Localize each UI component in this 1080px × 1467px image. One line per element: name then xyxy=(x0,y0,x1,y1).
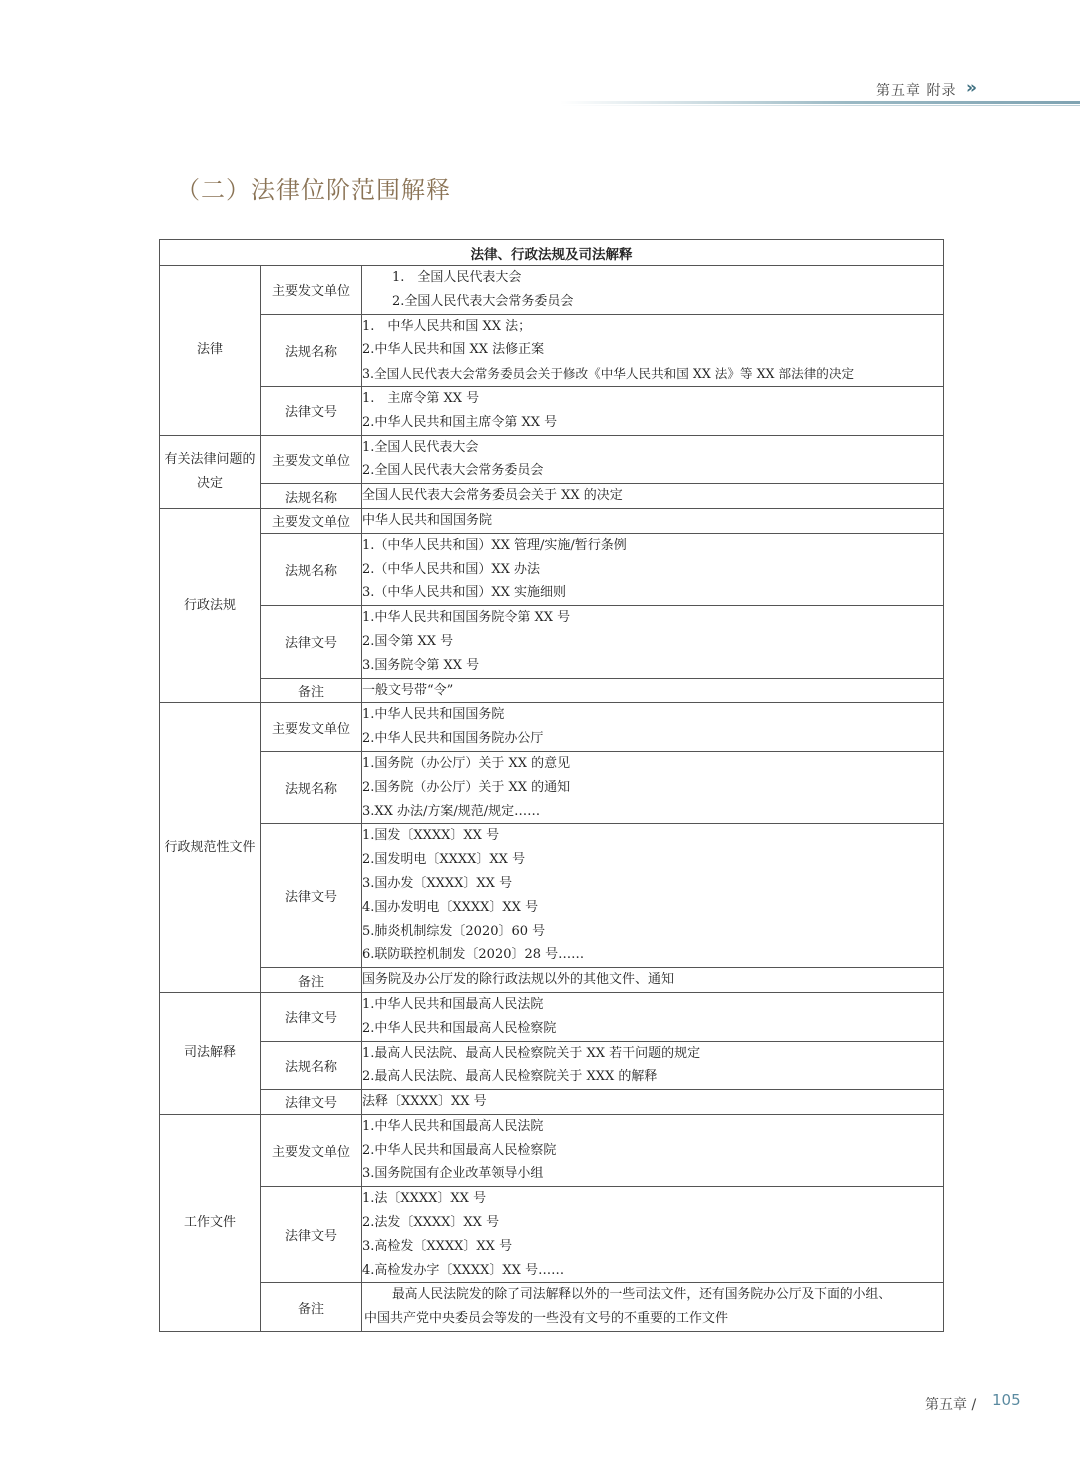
row-value xyxy=(362,1090,944,1115)
table-row xyxy=(160,606,944,678)
table-row xyxy=(160,1114,944,1186)
value-line: 1.中华人民共和国国务院令第 XX 号 xyxy=(362,610,571,626)
table-row xyxy=(160,703,944,752)
row-value xyxy=(362,992,944,1041)
row-label: 主要发文单位 xyxy=(261,508,362,533)
row-value xyxy=(362,824,944,968)
table-row xyxy=(160,266,944,315)
row-label: 法规名称 xyxy=(261,533,362,605)
value-line: 全国人民代表大会常务委员会关于 XX 的决定 xyxy=(362,488,623,504)
value-line: 4.国办发明电〔XXXX〕XX 号 xyxy=(362,899,539,915)
row-value xyxy=(362,386,944,435)
table-row xyxy=(160,968,944,993)
table-row xyxy=(160,435,944,484)
value-line: 1. 主席令第 XX 号 xyxy=(362,390,480,406)
row-label: 主要发文单位 xyxy=(261,435,362,484)
value-line: 1. 中华人民共和国 XX 法； xyxy=(362,318,532,334)
value-line: 1.中华人民共和国最高人民法院 xyxy=(362,1118,544,1134)
row-value xyxy=(362,751,944,823)
row-value xyxy=(362,606,944,678)
table-row xyxy=(160,484,944,509)
law-hierarchy-table xyxy=(159,239,944,1332)
category-work-document: 工作文件 xyxy=(160,1114,261,1331)
row-label: 法律文号 xyxy=(261,992,362,1041)
value-line: 2.（中华人民共和国）XX 办法 xyxy=(362,561,541,577)
value-line: 2.中华人民共和国国务院办公厅 xyxy=(362,731,544,747)
row-value xyxy=(362,435,944,484)
category-judicial: 司法解释 xyxy=(160,992,261,1114)
value-line: 2.国令第 XX 号 xyxy=(362,633,454,649)
row-value xyxy=(362,1041,944,1090)
footer-chapter-label: 第五章 / xyxy=(925,1397,977,1413)
value-line: 2.全国人民代表大会常务委员会 xyxy=(392,293,574,309)
row-label: 法律文号 xyxy=(261,386,362,435)
value-line: 2.最高人民法院、最高人民检察院关于 XXX 的解释 xyxy=(362,1069,658,1085)
table-row xyxy=(160,678,944,703)
header-divider-thin xyxy=(560,105,1080,106)
value-line: 3.国办发〔XXXX〕XX 号 xyxy=(362,875,513,891)
header-divider xyxy=(560,101,1080,104)
row-value xyxy=(362,703,944,752)
page-number: 105 xyxy=(992,1391,1021,1409)
value-line: 1.中华人民共和国最高人民法院 xyxy=(362,996,544,1012)
row-value xyxy=(362,968,944,993)
value-line: 2.全国人民代表大会常务委员会 xyxy=(362,463,544,479)
value-line: 1.全国人民代表大会 xyxy=(362,439,479,455)
value-line: 法释〔XXXX〕XX 号 xyxy=(362,1094,487,1110)
section-title: （二）法律位阶范围解释 xyxy=(176,176,451,204)
table-row xyxy=(160,1090,944,1115)
row-value xyxy=(362,1187,944,1283)
row-label: 法规名称 xyxy=(261,484,362,509)
value-line: 1.法〔XXXX〕XX 号 xyxy=(362,1191,487,1207)
row-value xyxy=(362,1114,944,1186)
table-row xyxy=(160,386,944,435)
row-label: 法规名称 xyxy=(261,751,362,823)
category-admin-normative: 行政规范性文件 xyxy=(160,703,261,993)
value-line: 4.高检发办字〔XXXX〕XX 号…… xyxy=(362,1262,565,1278)
row-label: 主要发文单位 xyxy=(261,266,362,315)
value-line: 1.中华人民共和国国务院 xyxy=(362,707,505,723)
row-label: 法律文号 xyxy=(261,1090,362,1115)
value-line: 2.中华人民共和国最高人民检察院 xyxy=(362,1142,557,1158)
table-row xyxy=(160,1187,944,1283)
table-row xyxy=(160,824,944,968)
row-value xyxy=(362,1283,944,1332)
row-value xyxy=(362,508,944,533)
table-header-row xyxy=(160,240,944,266)
row-label: 法规名称 xyxy=(261,314,362,386)
value-line: 2.中华人民共和国主席令第 XX 号 xyxy=(362,414,558,430)
row-label: 法律文号 xyxy=(261,1187,362,1283)
row-label: 备注 xyxy=(261,968,362,993)
value-line: 中国共产党中央委员会等发的一些没有文号的不重要的工作文件 xyxy=(364,1311,729,1327)
value-line: 2.中华人民共和国最高人民检察院 xyxy=(362,1020,557,1036)
value-line: 5.肺炎机制综发〔2020〕60 号 xyxy=(362,923,546,939)
category-admin-regulation: 行政法规 xyxy=(160,508,261,702)
category-law: 法律 xyxy=(160,266,261,436)
row-label: 法规名称 xyxy=(261,1041,362,1090)
value-line: 一般文号带“令” xyxy=(362,682,454,698)
header-chapter-label: 第五章 附录 xyxy=(876,83,957,99)
value-line: 1. 全国人民代表大会 xyxy=(392,270,522,285)
category-decision: 有关法律问题的决定 xyxy=(160,435,261,508)
row-label: 主要发文单位 xyxy=(261,1114,362,1186)
table-row xyxy=(160,533,944,605)
value-line: 1.国务院（办公厅）关于 XX 的意见 xyxy=(362,755,571,771)
table-row xyxy=(160,992,944,1041)
value-line: 国务院及办公厅发的除行政法规以外的其他文件、通知 xyxy=(362,972,675,988)
value-line: 3.XX 办法/方案/规范/规定…… xyxy=(362,803,541,819)
table-row xyxy=(160,508,944,533)
row-label: 主要发文单位 xyxy=(261,703,362,752)
table-row xyxy=(160,1041,944,1090)
table-row xyxy=(160,751,944,823)
value-line: 2.国发明电〔XXXX〕XX 号 xyxy=(362,852,526,868)
value-line: 3.国务院国有企业改革领导小组 xyxy=(362,1166,544,1182)
value-line: 3.高检发〔XXXX〕XX 号 xyxy=(362,1238,513,1254)
row-value xyxy=(362,484,944,509)
value-line: 中华人民共和国国务院 xyxy=(362,512,493,528)
value-line: 3.国务院令第 XX 号 xyxy=(362,657,480,673)
chevron-right-icon: » xyxy=(966,78,974,98)
value-line: 2.中华人民共和国 XX 法修正案 xyxy=(362,342,545,358)
value-line: 1.国发〔XXXX〕XX 号 xyxy=(362,828,500,844)
table-row xyxy=(160,314,944,386)
value-line: 2.法发〔XXXX〕XX 号 xyxy=(362,1215,500,1231)
row-value xyxy=(362,314,944,386)
value-line: 3.（中华人民共和国）XX 实施细则 xyxy=(362,585,567,601)
row-value xyxy=(362,678,944,703)
row-label: 备注 xyxy=(261,1283,362,1332)
row-label: 法律文号 xyxy=(261,606,362,678)
value-line: 2.国务院（办公厅）关于 XX 的通知 xyxy=(362,779,571,795)
value-line: 1.最高人民法院、最高人民检察院关于 XX 若干问题的规定 xyxy=(362,1045,701,1061)
value-line: 3.全国人民代表大会常务委员会关于修改《中华人民共和国 XX 法》等 XX 部法律的决定 xyxy=(362,366,855,382)
row-value xyxy=(362,533,944,605)
value-line: 6.联防联控机制发〔2020〕28 号…… xyxy=(362,947,585,963)
row-label: 法律文号 xyxy=(261,824,362,968)
row-value xyxy=(362,266,944,315)
row-label: 备注 xyxy=(261,678,362,703)
table-title: 法律、行政法规及司法解释 xyxy=(160,240,944,266)
value-line: 1.（中华人民共和国）XX 管理/实施/暂行条例 xyxy=(362,537,627,553)
value-line: 最高人民法院发的除了司法解释以外的一些司法文件，还有国务院办公厅及下面的小组、 xyxy=(392,1287,892,1303)
table-row xyxy=(160,1283,944,1332)
